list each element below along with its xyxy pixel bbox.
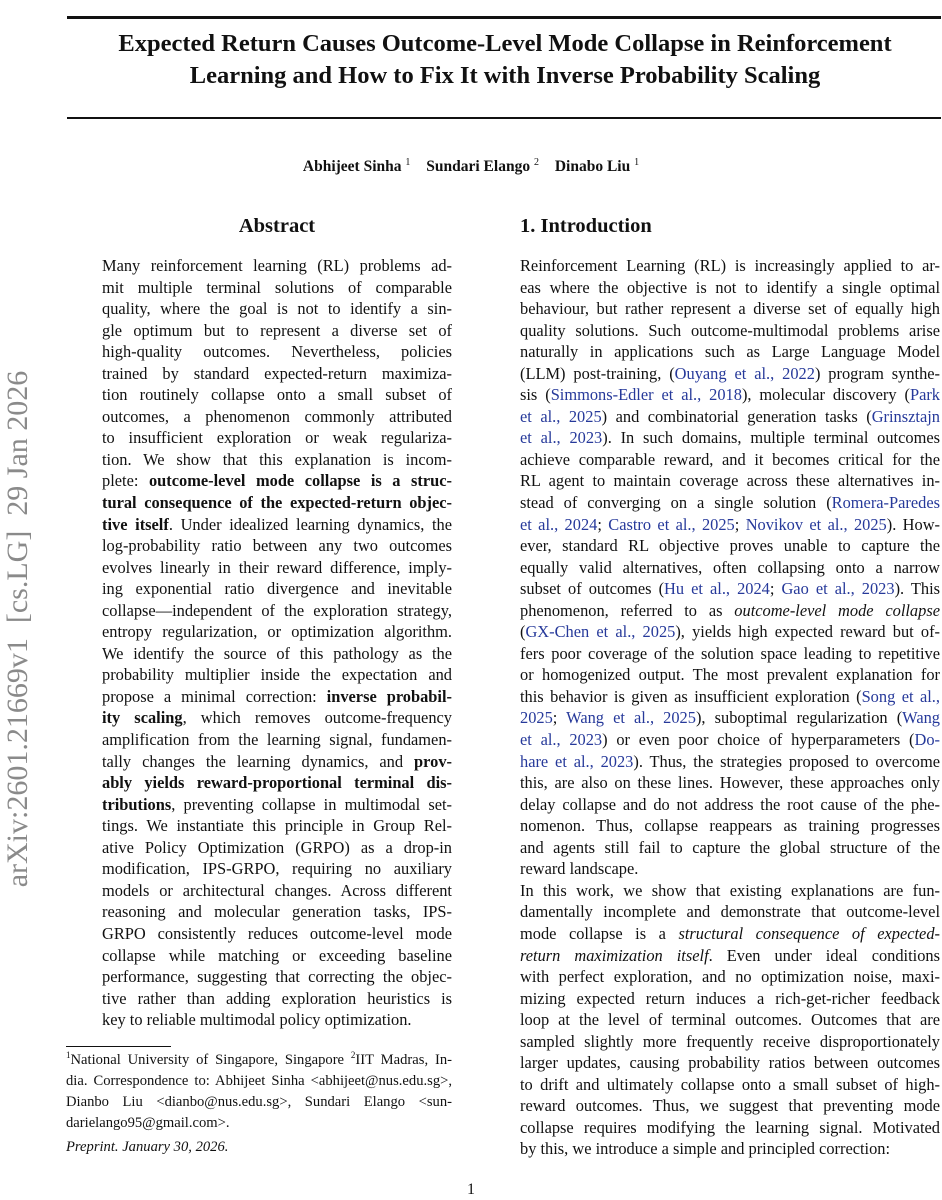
text-line: by this, we introduce a simple and principled correction: xyxy=(520,1139,891,1159)
citation-link[interactable]: hare et al., 2023 xyxy=(520,751,634,771)
text-line: Many reinforcement learning (RL) problems ad- xyxy=(102,256,452,275)
text-span: ), yields high expected reward but of- xyxy=(675,622,940,642)
text-span: ) and combinatorial generation tasks ( xyxy=(601,406,872,426)
text-span: sis ( xyxy=(520,385,551,405)
text-line: or homogenized output. The most prevalent explanation for xyxy=(520,665,940,685)
text-line: models or architectural changes. Across different xyxy=(102,880,452,900)
text-line: collapse requires modifying the learning signal. Motivated xyxy=(520,1117,940,1137)
text-line: trained by standard expected-return maximiza- xyxy=(102,363,452,383)
text-line: mit multiple terminal solutions of comparable xyxy=(102,277,452,297)
text-line: GRPO consistently reduces outcome-level mode xyxy=(102,923,452,943)
text-line xyxy=(102,794,452,816)
text-line: modification, IPS-GRPO, requiring no auxiliary xyxy=(102,859,452,879)
text-line: and agents still fail to capture the global structure of the xyxy=(520,837,940,857)
text-line xyxy=(102,686,452,708)
text-line: ing exponential ratio divergence and inevitable xyxy=(102,579,452,599)
citation-link[interactable]: et al., 2024 xyxy=(520,514,598,534)
text-span: National University of Singapore, Singapore xyxy=(70,1051,351,1068)
arxiv-stamp: arXiv:2601.21669v1 [cs.LG] 29 Jan 2026 xyxy=(1,370,34,888)
text-line xyxy=(520,492,940,514)
bold-text: tive itself xyxy=(102,514,169,534)
text-line: evolves linearly in their reward difference, imply- xyxy=(102,557,452,577)
title-bottom-rule xyxy=(67,117,941,119)
page-number: 1 xyxy=(467,1181,475,1198)
preprint-date: Preprint. January 30, 2026. xyxy=(66,1139,229,1155)
text-line xyxy=(520,686,940,708)
text-line: outcomes, a phenomenon commonly attributed xyxy=(102,406,452,426)
citation-link[interactable]: et al., 2023 xyxy=(520,428,603,448)
text-line: probability multiplier inside the expectation and xyxy=(102,665,452,685)
text-line xyxy=(102,772,452,794)
text-line: tings. We instantiate this principle in Group Rel- xyxy=(102,816,452,836)
text-line: reward landscape. xyxy=(520,859,639,879)
abstract-heading: Abstract xyxy=(238,215,316,237)
text-line: entropy regularization, or optimization algorithm. xyxy=(102,622,452,642)
bold-text: inverse probabil- xyxy=(326,686,452,706)
text-line: We identify the source of this pathology as the xyxy=(102,643,452,663)
text-line: behaviour, but rather represent a diverse set of equally high xyxy=(520,299,940,319)
introduction-heading: 1. Introduction xyxy=(520,215,652,237)
text-line: equally valid alternatives, often collapsing onto a narrow xyxy=(520,557,940,577)
text-line: damentally incomplete and demonstrate that outcome-level xyxy=(520,902,940,922)
text-line: In this work, we show that existing explanations are fun- xyxy=(520,880,940,900)
author-affiliation: 1 xyxy=(634,157,640,168)
text-line: sampled slightly more frequently receive disproportionately xyxy=(520,1031,940,1051)
text-line xyxy=(520,427,940,449)
citation-link[interactable]: GX-Chen et al., 2025 xyxy=(525,622,676,642)
citation-link[interactable]: Hu et al., 2024 xyxy=(664,579,770,599)
text-line xyxy=(66,1045,452,1071)
text-line: delay collapse and do not address the root cause of the phe- xyxy=(520,794,940,814)
author-name: Dinabo Liu xyxy=(554,158,631,176)
text-span: ; xyxy=(734,514,746,534)
paper-title xyxy=(60,28,942,92)
text-line: darielango95@gmail.com>. xyxy=(66,1114,230,1131)
text-span: . Even under ideal conditions xyxy=(708,945,940,965)
citation-link[interactable]: Ouyang et al., 2022 xyxy=(674,363,815,383)
text-line: this, are also on these lines. However, these approaches only xyxy=(520,773,940,793)
text-line: quality, where the goal is not to identify a sin- xyxy=(102,299,452,319)
text-line: Reinforcement Learning (RL) is increasingly applied to ar- xyxy=(520,256,940,275)
bold-text: ity scaling xyxy=(102,708,183,728)
footnote-marker: 1 xyxy=(66,1050,71,1060)
text-line: ative Policy Optimization (GRPO) as a drop-in xyxy=(102,837,452,857)
text-line xyxy=(520,621,940,643)
text-span: propose a minimal correction: xyxy=(102,686,327,706)
text-line xyxy=(520,363,940,385)
text-line xyxy=(520,600,940,622)
text-line: collapse while matching or exceeding baseline xyxy=(102,945,452,965)
text-line: to insufficient exploration or weak regulariza- xyxy=(102,428,452,448)
citation-link[interactable]: Park xyxy=(909,385,940,405)
text-line: RL agent to maintain coverage across these alternatives in- xyxy=(520,471,940,491)
text-line: quality solutions. Such outcome-multimodal problems arise xyxy=(520,320,940,340)
text-line: larger updates, causing probability ratios between outcomes xyxy=(520,1053,940,1073)
text-span: . Under idealized learning dynamics, the xyxy=(168,514,452,534)
text-span: ). How- xyxy=(886,514,941,534)
text-line: loop at the level of terminal outcomes. Outcomes that are xyxy=(520,1010,940,1030)
text-line: reward outcomes. Thus, we suggest that preventing mode xyxy=(520,1096,940,1116)
text-line: log-probability ratio between any two outcomes xyxy=(102,536,452,556)
text-line xyxy=(520,707,940,729)
title-line: Expected Return Causes Outcome-Level Mode Collapse in Reinforcement xyxy=(118,30,892,57)
footnote xyxy=(66,1045,452,1134)
text-span: mode collapse is a xyxy=(520,923,679,943)
text-line xyxy=(520,406,940,428)
citation-link[interactable]: Wang et al., 2025 xyxy=(566,708,696,728)
citation-link[interactable]: Grinsztajn xyxy=(871,406,940,426)
footnote-marker: 2 xyxy=(350,1050,356,1060)
abstract-body xyxy=(102,255,452,1031)
citation-link[interactable]: Novikov et al., 2025 xyxy=(745,514,887,534)
text-span: ), suboptimal regularization ( xyxy=(695,708,903,728)
text-span: ; xyxy=(769,579,782,599)
text-span: ) or even poor choice of hyperparameters ( xyxy=(602,730,915,750)
text-line: collapse—independent of the exploration strategy, xyxy=(102,600,452,620)
text-line: key to reliable multimodal policy optimization. xyxy=(102,1010,412,1030)
text-span: tally changes the learning dynamics, and xyxy=(102,751,415,771)
text-span: IIT Madras, In- xyxy=(355,1051,452,1068)
text-span: plete: xyxy=(102,471,149,491)
text-line xyxy=(102,514,452,536)
text-line: tive rather than adding exploration heuristics is xyxy=(102,988,452,1008)
text-line: achieve comparable reward, and it becomes critical for the xyxy=(520,449,940,469)
bold-text: outcome-level mode collapse is a struc- xyxy=(148,471,452,491)
text-line: performance, suggesting that correcting the objec- xyxy=(102,967,452,987)
text-line xyxy=(520,729,940,751)
text-span: , which removes outcome-frequency xyxy=(182,708,452,728)
text-line: fers poor coverage of the solution space leading to repetitive xyxy=(520,643,940,663)
top-rule xyxy=(67,16,941,19)
text-line: Dianbo Liu <dianbo@nus.edu.sg>, Sundari Elango <sun- xyxy=(66,1093,452,1110)
citation-link[interactable]: Do- xyxy=(914,730,940,750)
author-affiliation: 1 xyxy=(405,157,411,168)
italic-text: structural consequence of expected- xyxy=(678,923,940,943)
text-span: phenomenon, referred to as xyxy=(520,600,735,620)
text-line: eas where the objective is not to identify a single optimal xyxy=(520,277,940,297)
text-line: amplification from the learning signal, fundamen- xyxy=(102,730,452,750)
text-span: subset of outcomes ( xyxy=(520,579,665,599)
text-line: nomenon. Thus, collapse reappears as training progresses xyxy=(520,816,940,836)
citation-link[interactable]: Song et al., xyxy=(861,686,940,706)
text-line xyxy=(102,707,452,729)
text-span: ; xyxy=(597,514,609,534)
text-line xyxy=(520,384,940,406)
text-span: ), molecular discovery ( xyxy=(741,385,910,405)
text-line xyxy=(520,945,940,967)
citation-link[interactable]: Castro et al., 2025 xyxy=(608,514,735,534)
text-span: ). This xyxy=(894,579,941,599)
citation-link[interactable]: 2025 xyxy=(520,708,553,728)
text-span: , preventing collapse in multimodal set- xyxy=(171,794,452,814)
text-span: stead of converging on a single solution ( xyxy=(520,493,832,513)
author-name: Sundari Elango xyxy=(426,158,531,176)
text-line: to drift and ultimately collapse onto a small subset of high- xyxy=(520,1074,940,1094)
text-line: with perfect exploration, and no optimization noise, maxi- xyxy=(520,967,940,987)
text-line xyxy=(520,514,940,536)
italic-text: outcome-level mode collapse xyxy=(734,600,940,620)
introduction-body xyxy=(520,255,940,1160)
text-line: ever, standard RL objective proves unable to capture the xyxy=(520,536,940,556)
bold-text: tributions xyxy=(102,794,172,814)
text-span: ( xyxy=(520,622,526,642)
text-span: ). Thus, the strategies proposed to overcome xyxy=(633,751,940,771)
bold-text: tural consequence of the expected-return objec- xyxy=(102,493,452,513)
author-list xyxy=(0,157,942,176)
text-line xyxy=(520,578,940,600)
text-line: high-quality outcomes. Nevertheless, policies xyxy=(102,342,452,362)
text-span: ; xyxy=(552,708,567,728)
text-line: reasoning and molecular generation tasks, IPS- xyxy=(102,902,452,922)
text-span: ). In such domains, multiple terminal outcomes xyxy=(602,428,940,448)
bold-text: prov- xyxy=(414,751,452,771)
title-line: Learning and How to Fix It with Inverse Probability Scaling xyxy=(189,62,821,89)
text-line: dia. Correspondence to: Abhijeet Sinha <abhijeet@nus.edu.sg>, xyxy=(66,1072,452,1089)
text-line: mizing expected return induces a rich-get-richer feedback xyxy=(520,988,940,1008)
text-line: gle optimum but to represent a diverse set of xyxy=(102,320,452,340)
citation-link[interactable]: et al., 2025 xyxy=(520,406,602,426)
text-span: (LLM) post-training, ( xyxy=(520,363,675,383)
text-line: tion. We show that this explanation is incom- xyxy=(102,449,452,469)
italic-text: return maximization itself xyxy=(520,945,709,965)
text-line xyxy=(102,470,452,492)
text-line xyxy=(102,751,452,773)
citation-link[interactable]: Wang xyxy=(902,708,940,728)
citation-link[interactable]: et al., 2023 xyxy=(520,730,603,750)
citation-link[interactable]: Gao et al., 2023 xyxy=(781,579,895,599)
bold-text: ably yields reward-proportional terminal dis- xyxy=(102,773,452,793)
text-line xyxy=(520,923,940,945)
author-name: Abhijeet Sinha xyxy=(302,158,402,176)
citation-link[interactable]: Romera-Paredes xyxy=(831,493,940,513)
text-span: this behavior is given as insufficient exploration ( xyxy=(520,686,862,706)
author-affiliation: 2 xyxy=(533,157,539,168)
text-line: naturally in applications such as Large Language Model xyxy=(520,342,940,362)
text-line: tion routinely collapse onto a small subset of xyxy=(102,385,452,405)
text-span: ) program synthe- xyxy=(814,363,940,383)
text-line xyxy=(520,751,940,773)
text-line xyxy=(102,492,452,514)
citation-link[interactable]: Simmons-Edler et al., 2018 xyxy=(550,385,742,405)
